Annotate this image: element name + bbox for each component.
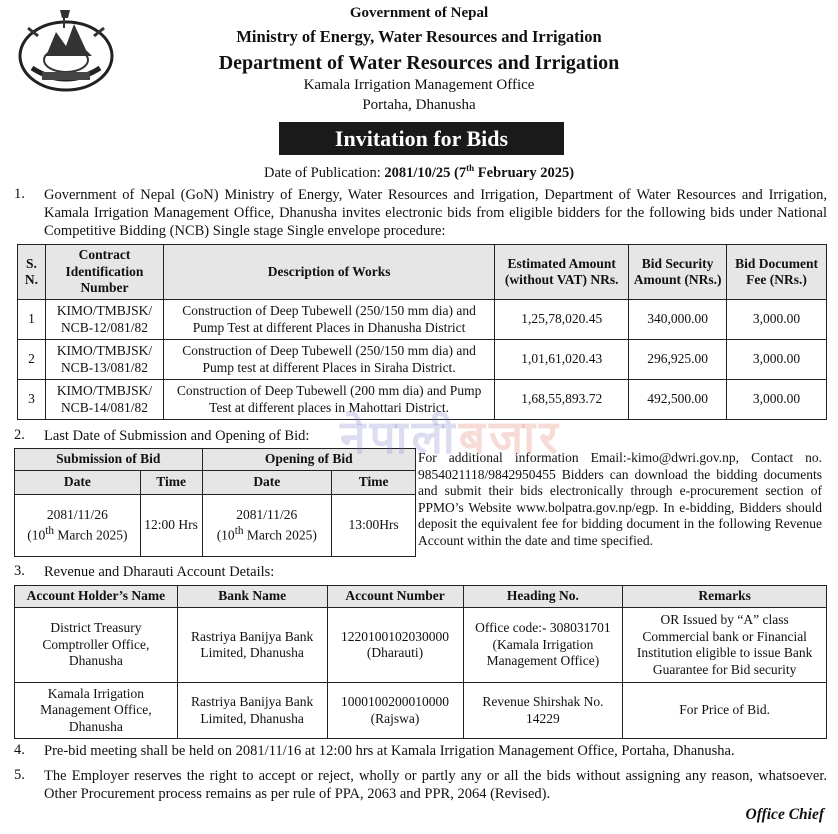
opening-date-sup: th: [234, 525, 244, 538]
publication-date-value: 2081/10/25 (7: [384, 164, 467, 181]
item4-text: Pre-bid meeting shall be held on 2081/11/16 at 12:00 hrs at Kamala Irrigation Management Office, Portaha, Dhanusha.: [44, 743, 735, 759]
cell-description: Construction of Deep Tubewell (250/150 mm dia) and Pump test at different Places in Siraha District.: [163, 340, 494, 380]
header-sn: S. N.: [18, 245, 46, 300]
cell-estimated-amount: 1,68,55,893.72: [495, 380, 629, 420]
cell-sn: 2: [18, 340, 46, 380]
item5-text: The Employer reserves the right to accept or reject, wholly or partly any or all the bids without assigning any reason, whatsoever. Other Procurement process remains as per rule of PPA, 2063 and PPR, 2064 (Revised).: [44, 768, 827, 802]
cell-account-holder: Kamala Irrigation Management Office, Dhanusha: [15, 683, 178, 739]
opening-time: 13:00Hrs: [332, 495, 416, 557]
cell-bank-name: Rastriya Banijya Bank Limited, Dhanusha: [177, 608, 327, 683]
header-account-number: Account Number: [327, 586, 463, 608]
government-title: Government of Nepal: [349, 5, 489, 21]
item5-number: 5.: [14, 767, 25, 783]
header-heading-no: Heading No.: [463, 586, 623, 608]
cell-remarks: For Price of Bid.: [623, 683, 827, 739]
header-remarks: Remarks: [623, 586, 827, 608]
submission-date-sup: th: [45, 525, 54, 538]
cell-contract-id: KIMO/TMBJSK/ NCB-14/081/82: [45, 380, 163, 420]
cell-description: Construction of Deep Tubewell (200 mm dia) and Pump Test at different places in Mahottari District.: [163, 380, 494, 420]
watermark: [340, 405, 562, 467]
submission-of-bid-header: Submission of Bid: [15, 449, 203, 471]
cell-bid-security: 340,000.00: [629, 300, 727, 340]
submission-date: [15, 495, 141, 557]
item2-text: Last Date of Submission and Opening of Bid:: [44, 428, 310, 444]
cell-bid-fee: 3,000.00: [727, 380, 827, 420]
additional-info: For additional information Email:-kimo@dwri.gov.np, Contact no. 9854021118/9842950455 Bidders can download the bidding documents and submit their bids electronically through e-procurement section of PPMO’s Website www.bolpatra.gov.np/egp. In e-bidding, Bidders should deposit the equivalent fee for bidding document in the following Revenue Account within the date and time specified.: [418, 450, 822, 548]
submission-date-header: Date: [15, 471, 141, 495]
item1-number: 1.: [14, 186, 25, 202]
publication-date-sup: th: [466, 163, 475, 173]
opening-date-ad: (10: [216, 527, 235, 543]
item2-number: 2.: [14, 427, 25, 443]
header-bid-security: Bid Security Amount (NRs.): [629, 245, 727, 300]
cell-sn: 1: [18, 300, 46, 340]
item1-text: Government of Nepal (GoN) Ministry of Energy, Water Resources and Irrigation, Department of Water Resources and Irrigation, Kamala Irrigation Management Office, Dhanusha invites electronic bids from eligible bidders for the following bids under National Competitive Bidding (NCB) Single stage Single envelope procedure:: [44, 187, 827, 239]
publication-label: Date of Publication:: [263, 164, 385, 181]
submission-table-subheader: [15, 471, 416, 495]
header-description: Description of Works: [163, 245, 494, 300]
header-contract-id: Contract Identification Number: [45, 245, 163, 300]
cell-contract-id: KIMO/TMBJSK/ NCB-13/081/82: [45, 340, 163, 380]
cell-sn: 3: [18, 380, 46, 420]
opening-date-value: 2081/11/26: [236, 506, 298, 522]
submission-time-header: Time: [140, 471, 202, 495]
office-location: Portaha, Dhanusha: [362, 97, 476, 113]
cell-bank-name: Rastriya Banijya Bank Limited, Dhanusha: [177, 683, 327, 739]
cell-estimated-amount: 1,01,61,020.43: [495, 340, 629, 380]
header-bid-fee: Bid Document Fee (NRs.): [727, 245, 827, 300]
bids-table: [17, 244, 827, 420]
bids-table-header: [18, 245, 827, 300]
ministry-title: Ministry of Energy, Water Resources and Irrigation: [236, 27, 602, 46]
invitation-banner: Invitation for Bids: [279, 122, 564, 155]
cell-bid-fee: 3,000.00: [727, 300, 827, 340]
item3-number: 3.: [14, 563, 25, 579]
watermark-part1: नेपाली: [340, 410, 459, 464]
opening-date: [202, 495, 332, 557]
cell-estimated-amount: 1,25,78,020.45: [495, 300, 629, 340]
opening-time-header: Time: [332, 471, 416, 495]
cell-bid-fee: 3,000.00: [727, 340, 827, 380]
opening-date-header: Date: [202, 471, 332, 495]
department-title: Department of Water Resources and Irrigation: [218, 52, 620, 74]
header-bank-name: Bank Name: [177, 586, 327, 608]
opening-date-ad-end: March 2025): [243, 527, 317, 543]
cell-account-holder: District Treasury Comptroller Office, Dhanusha: [15, 608, 178, 683]
submission-date-value: 2081/11/26: [46, 506, 108, 522]
table-row: [15, 683, 827, 739]
cell-description: Construction of Deep Tubewell (250/150 mm dia) and Pump Test at different Places in Dhanusha District: [163, 300, 494, 340]
office-name: Kamala Irrigation Management Office: [303, 77, 535, 93]
cell-remarks: OR Issued by “A” class Commercial bank or Financial Institution eligible to issue Bank Guarantee for Bid security: [623, 608, 827, 683]
accounts-table-header: [15, 586, 827, 608]
accounts-table: [14, 585, 827, 739]
cell-account-number: 1220100102030000 (Dharauti): [327, 608, 463, 683]
submission-date-ad: (10: [27, 527, 46, 543]
cell-bid-security: 296,925.00: [629, 340, 727, 380]
cell-bid-security: 492,500.00: [629, 380, 727, 420]
cell-contract-id: KIMO/TMBJSK/ NCB-12/081/82: [45, 300, 163, 340]
publication-date-end: February 2025): [474, 164, 575, 181]
signature-office-chief: Office Chief: [745, 806, 824, 823]
publication-date: [0, 163, 838, 182]
table-row: [15, 495, 416, 557]
item3-text: Revenue and Dharauti Account Details:: [44, 564, 275, 580]
item4-number: 4.: [14, 742, 25, 758]
submission-time: 12:00 Hrs: [140, 495, 202, 557]
cell-heading-no: Revenue Shirshak No. 14229: [463, 683, 623, 739]
watermark-part2: बजार: [458, 410, 562, 464]
header-estimated-amount: Estimated Amount (without VAT) NRs.: [495, 245, 629, 300]
table-row: [18, 300, 827, 340]
cell-heading-no: Office code:- 308031701 (Kamala Irrigation Management Office): [463, 608, 623, 683]
submission-date-ad-end: March 2025): [53, 527, 128, 543]
cell-account-number: 1000100200010000 (Rajswa): [327, 683, 463, 739]
table-row: [18, 340, 827, 380]
header-account-holder: Account Holder’s Name: [15, 586, 178, 608]
table-row: [15, 608, 827, 683]
opening-of-bid-header: Opening of Bid: [202, 449, 416, 471]
